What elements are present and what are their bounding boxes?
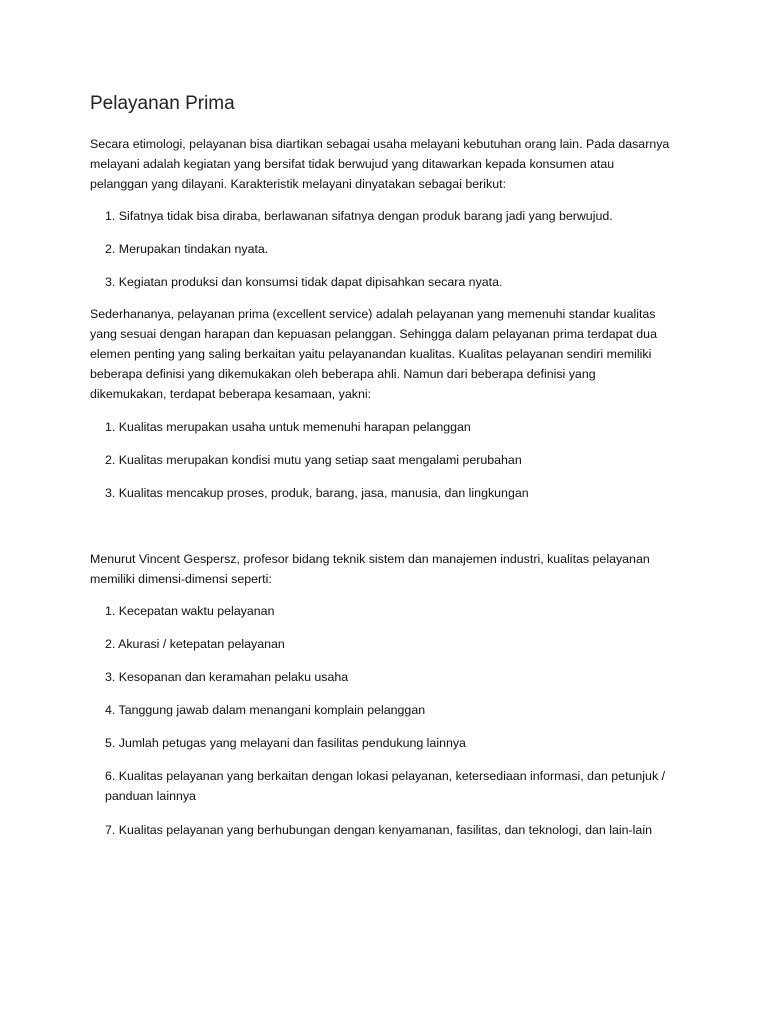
list-item-line: panduan lainnya: [105, 789, 196, 803]
list-item: 2. Merupakan tindakan nyata.: [105, 242, 269, 256]
list-item: 1. Kualitas merupakan usaha untuk memenuhi harapan pelanggan: [105, 420, 471, 434]
list-item: 3. Kegiatan produksi dan konsumsi tidak dapat dipisahkan secara nyata.: [105, 275, 503, 289]
paragraph-line: beberapa definisi yang dikemukakan oleh beberapa ahli. Namun dari beberapa definisi yang: [90, 367, 596, 381]
paragraph-line: Sederhananya, pelayanan prima (excellent service) adalah pelayanan yang memenuhi standar kualitas: [90, 307, 656, 321]
dimensions-paragraph: [90, 549, 690, 589]
list-item: 4. Tanggung jawab dalam menangani komplain pelanggan: [105, 703, 426, 717]
list-item: 3. Kualitas mencakup proses, produk, barang, jasa, manusia, dan lingkungan: [105, 486, 529, 500]
list-item: 2. Kualitas merupakan kondisi mutu yang setiap saat mengalami perubahan: [105, 453, 522, 467]
list-item: 1. Kecepatan waktu pelayanan: [105, 604, 275, 618]
list-item: 3. Kesopanan dan keramahan pelaku usaha: [105, 670, 349, 684]
paragraph-line: Secara etimologi, pelayanan bisa diartikan sebagai usaha melayani kebutuhan orang lain. Pada dasarnya: [90, 137, 670, 151]
paragraph-line: memiliki dimensi-dimensi seperti:: [90, 572, 272, 586]
paragraph-line: yang sesuai dengan harapan dan kepuasan pelanggan. Sehingga dalam pelayanan prima terdapat dua: [90, 327, 657, 341]
definition-paragraph: [90, 304, 690, 404]
list-item: [105, 766, 695, 806]
list-item-line: 6. Kualitas pelayanan yang berkaitan dengan lokasi pelayanan, ketersediaan informasi, dan petunjuk /: [105, 769, 666, 783]
list-item: 5. Jumlah petugas yang melayani dan fasilitas pendukung lainnya: [105, 736, 466, 750]
paragraph-line: elemen penting yang saling berkaitan yaitu pelayanandan kualitas. Kualitas pelayanan sendiri memiliki: [90, 347, 652, 361]
paragraph-line: Menurut Vincent Gespersz, profesor bidang teknik sistem dan manajemen industri, kualitas pelayanan: [90, 552, 650, 566]
list-item: 7. Kualitas pelayanan yang berhubungan dengan kenyamanan, fasilitas, dan teknologi, dan lain-lain: [105, 823, 652, 837]
page-title: Pelayanan Prima: [90, 93, 235, 114]
paragraph-line: pelanggan yang dilayani. Karakteristik melayani dinyatakan sebagai berikut:: [90, 177, 507, 191]
list-item: 1. Sifatnya tidak bisa diraba, berlawanan sifatnya dengan produk barang jadi yang berwujud.: [105, 209, 613, 223]
paragraph-line: dikemukakan, terdapat beberapa kesamaan, yakni:: [90, 387, 372, 401]
list-item: 2. Akurasi / ketepatan pelayanan: [105, 637, 285, 651]
paragraph-line: melayani adalah kegiatan yang bersifat tidak berwujud yang ditawarkan kepada konsumen atau: [90, 157, 615, 171]
intro-paragraph: [90, 134, 690, 194]
